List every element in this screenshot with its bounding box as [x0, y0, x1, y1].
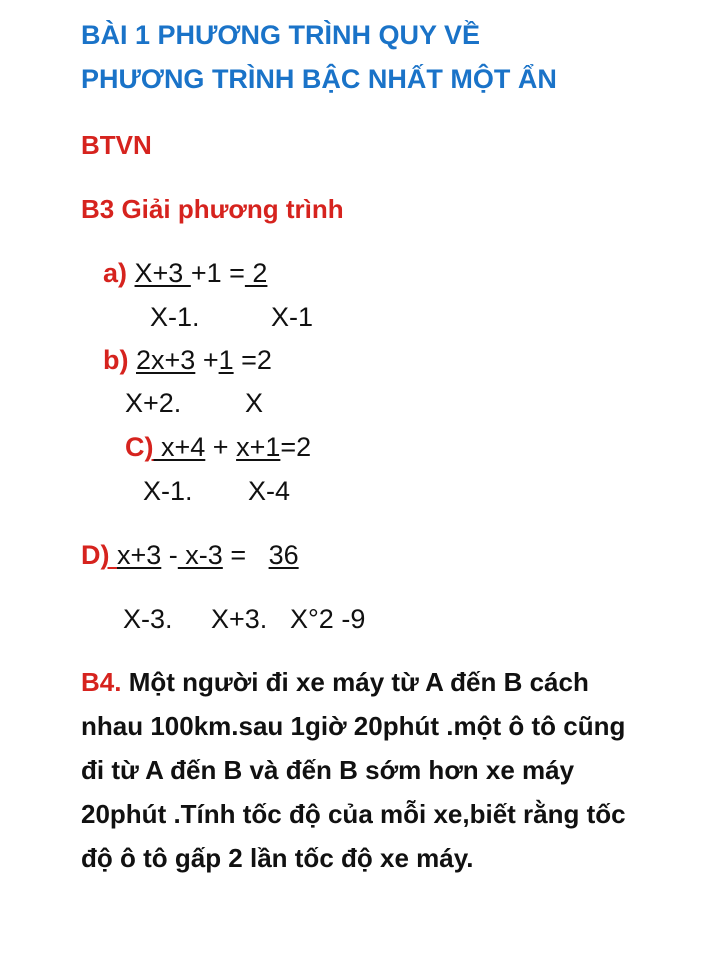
equation-a-numerators [103, 258, 267, 289]
equation-b-denominator-2: X [245, 388, 264, 418]
equation-c-denominator-2: X-4 [248, 476, 291, 506]
equation-d-denominator-3: X°2 -9 [290, 604, 366, 634]
equation-c-numerators [125, 432, 311, 463]
equation-c-numerator-1: x+4 [153, 432, 206, 462]
equation-d-numerator-1: x+3 [117, 540, 162, 570]
equation-a-numerator-2: 2 [244, 258, 268, 288]
equation-c-label: C [125, 432, 145, 462]
equation-d-numerators [81, 540, 299, 571]
equation-b-rhs: =2 [233, 345, 272, 375]
equation-b-plus: + [195, 345, 219, 375]
equation-b-numerators [103, 345, 272, 376]
equation-a-denominator-2: X-1 [271, 302, 314, 332]
equation-d-operator: - [161, 540, 178, 570]
b4-text: Một người đi xe máy từ A đến B cách nhau 100km.sau 1giờ 20phút .một ô tô cũng đi từ A đến B và đến B sớm hơn xe máy 20phút .Tính tốc độ của mỗi xe,biết rằng tốc độ ô tô gấp 2 lần tốc độ xe máy. [81, 667, 626, 873]
b3-heading: B3 Giải phương trình [81, 194, 344, 224]
equation-a-numerator-1: X+3 [134, 258, 191, 288]
equation-d-numerator-2: x-3 [177, 540, 223, 570]
equation-a-label: a) [103, 258, 128, 288]
equation-d-paren: ) [100, 540, 117, 570]
equation-a-denominator-1: X-1. [150, 302, 200, 332]
equation-d-equals: = [222, 540, 269, 570]
equation-c-paren: ) [144, 432, 154, 462]
equation-a-operator: +1 = [190, 258, 245, 288]
equation-b-numerator-1: 2x+3 [136, 345, 196, 375]
equation-c-numerator-2: x+1 [236, 432, 281, 462]
equation-b-label: b) [103, 345, 129, 375]
equation-b-numerator-2: 1 [218, 345, 234, 375]
equation-d-denominator-1: X-3. [123, 604, 173, 634]
equation-d-denominator-2: X+3. [211, 604, 268, 634]
equation-c-operator: + [205, 432, 237, 462]
equation-c-denominator-1: X-1. [143, 476, 193, 506]
equation-d-numerator-3: 36 [268, 540, 299, 570]
equation-d-label: D [81, 540, 101, 570]
b4-problem [81, 660, 641, 880]
equation-c-rhs: =2 [280, 432, 312, 462]
b4-label: B4. [81, 667, 122, 697]
page-title-line-1: BÀI 1 PHƯƠNG TRÌNH QUY VỀ [81, 20, 480, 50]
equation-b-denominator-1: X+2. [125, 388, 182, 418]
btvn-heading: BTVN [81, 130, 152, 160]
page-title-line-2: PHƯƠNG TRÌNH BẬC NHẤT MỘT ẨN [81, 64, 557, 94]
